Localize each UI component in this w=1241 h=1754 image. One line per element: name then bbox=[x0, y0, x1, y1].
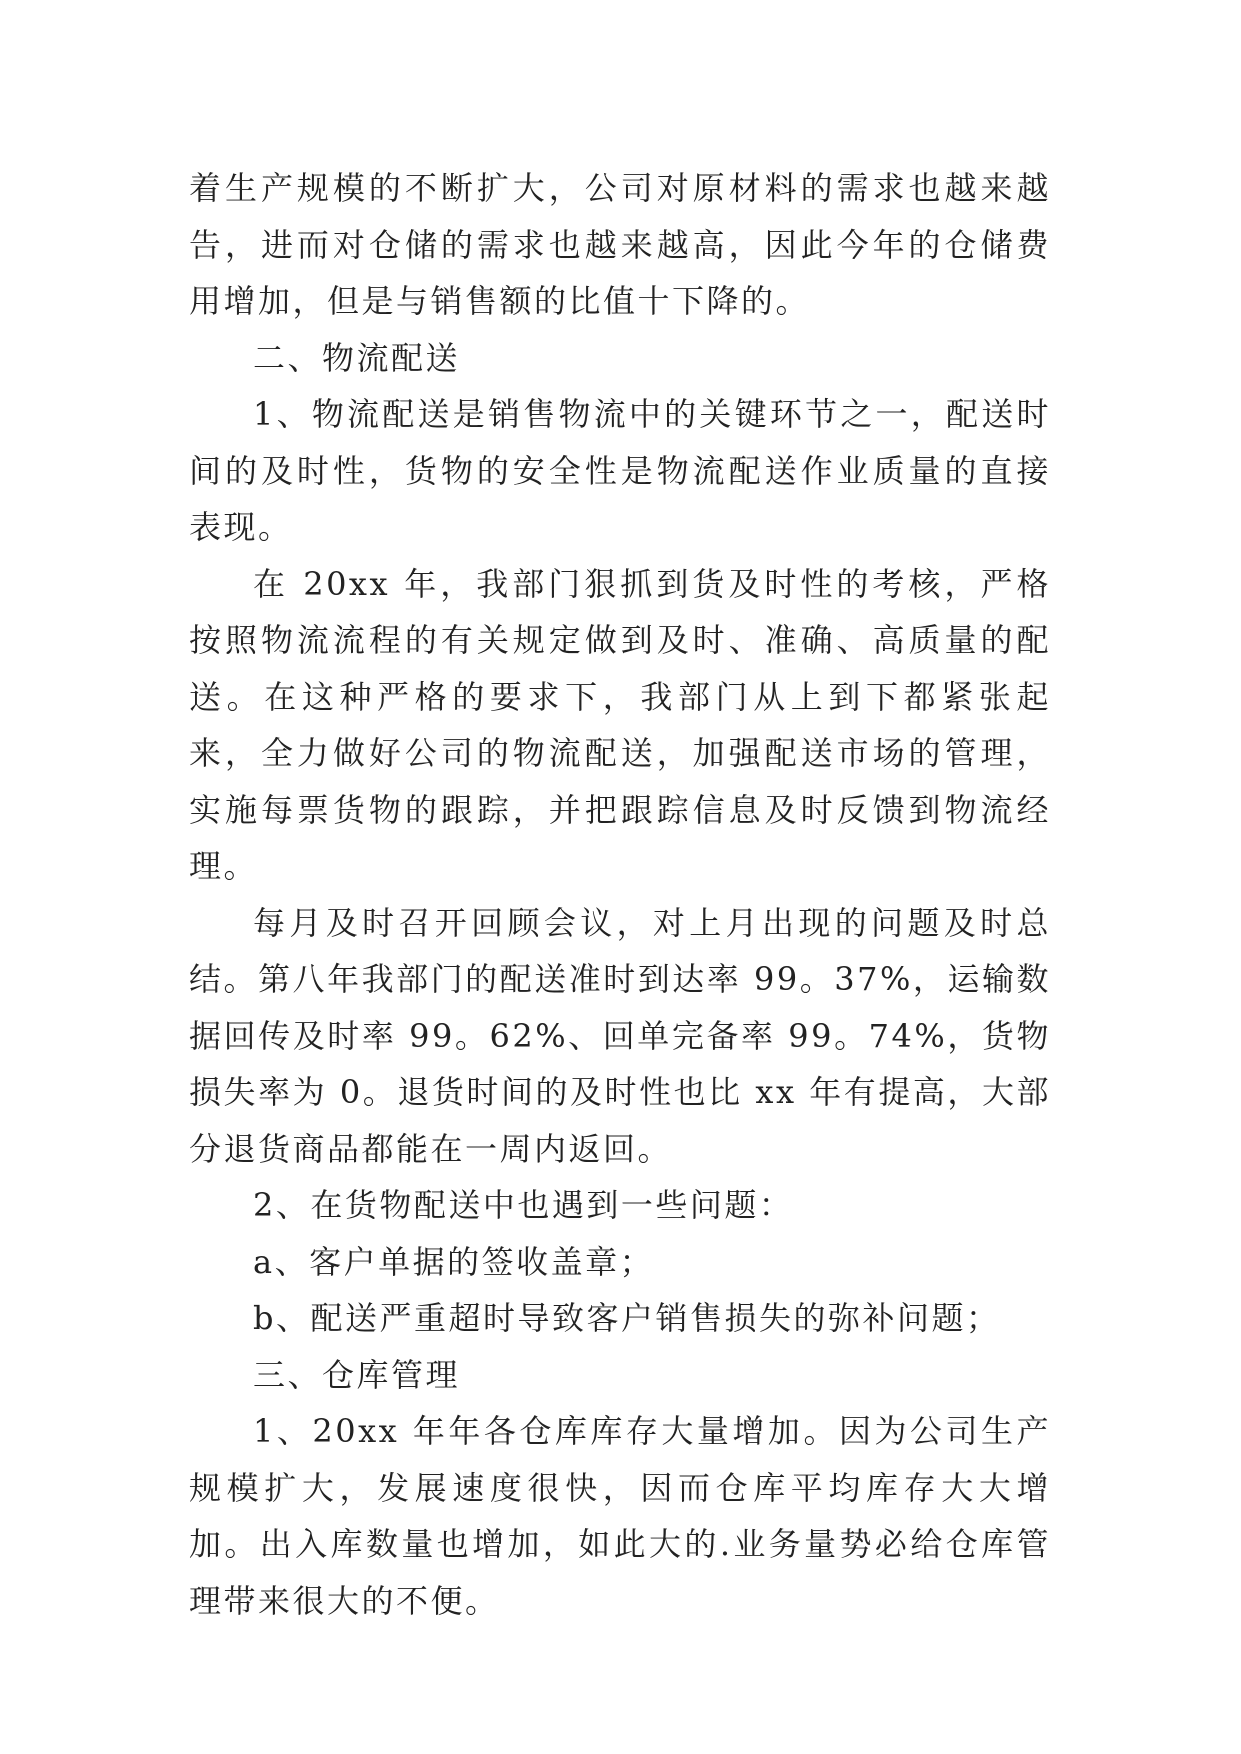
document-body bbox=[189, 160, 1051, 1629]
list-item-problem-b: b、配送严重超时导致客户销售损失的弥补问题； bbox=[253, 1299, 1001, 1337]
paragraph-delivery-metrics: 每月及时召开回顾会议，对上月出现的问题及时总结。第八年我部门的配送准时到达率 99。37%，运输数据回传及时率 99。62%、回单完备率 99。74%，货物损失率为 0。退货时间的及时性也比 xx 年有提高，大部分退货商品都能在一周内返回。 bbox=[189, 903, 1051, 1168]
paragraph-delivery-problems: 2、在货物配送中也遇到一些问题： bbox=[253, 1186, 794, 1224]
section-heading-warehouse-management: 三、仓库管理 bbox=[253, 1355, 461, 1394]
paragraph-inventory-increase: 1、20xx 年年各仓库库存大量增加。因为公司生产规模扩大，发展速度很快，因而仓库平均库存大大增加。出入库数量也增加，如此大的.业务量势必给仓库管理带来很大的不便。 bbox=[189, 1412, 1051, 1620]
paragraph-delivery-importance: 1、物流配送是销售物流中的关键环节之一，配送时间的及时性，货物的安全性是物流配送作业质量的直接表现。 bbox=[189, 395, 1051, 546]
section-heading-logistics-delivery: 二、物流配送 bbox=[253, 338, 461, 377]
list-item-problem-a: a、客户单据的签收盖章； bbox=[253, 1242, 655, 1281]
paragraph-storage-cost: 着生产规模的不断扩大，公司对原材料的需求也越来越告，进而对仓储的需求也越来越高，因此今年的仓储费用增加，但是与销售额的比值十下降的。 bbox=[189, 169, 1051, 320]
paragraph-delivery-assessment: 在 20xx 年，我部门狠抓到货及时性的考核，严格按照物流流程的有关规定做到及时、准确、高质量的配送。在这种严格的要求下，我部门从上到下都紧张起来，全力做好公司的物流配送，加强配送市场的管理，实施每票货物的跟踪，并把跟踪信息及时反馈到物流经理。 bbox=[189, 564, 1051, 885]
